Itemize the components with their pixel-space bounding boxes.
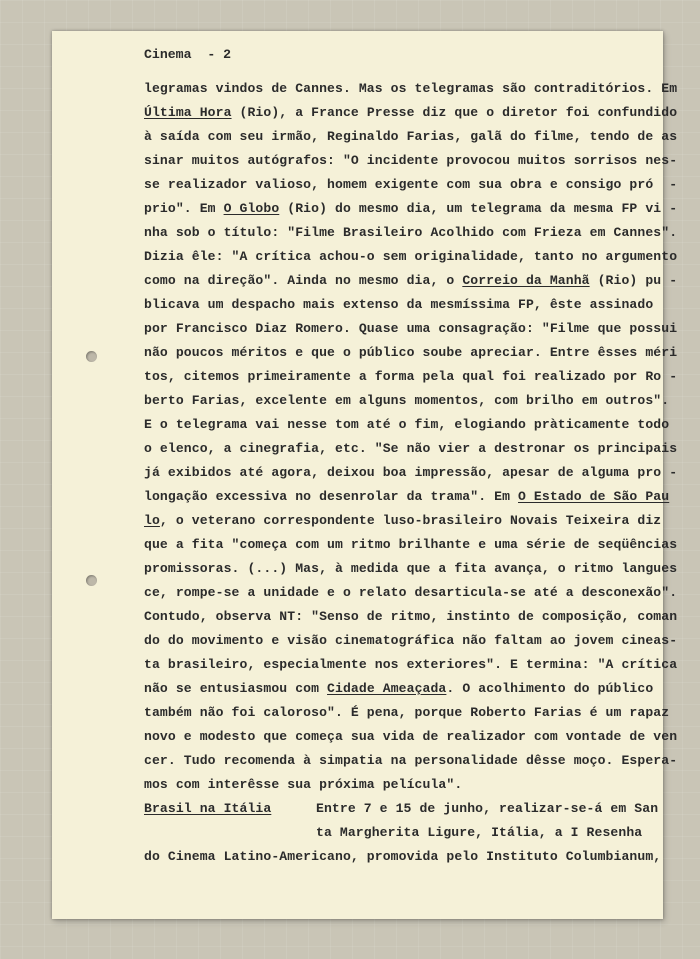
- text-line: [144, 557, 678, 581]
- text-segment: legramas vindos de Cannes. Mas os telegramas são contraditórios. Em: [144, 81, 678, 96]
- text-line: [144, 725, 678, 749]
- text-line: [144, 437, 678, 461]
- page-number: 2: [223, 47, 232, 62]
- text-line: [144, 173, 678, 197]
- text-line: [144, 125, 678, 149]
- underlined-title: Última Hora: [144, 105, 232, 120]
- text-line: [144, 269, 678, 293]
- text-line: [144, 341, 678, 365]
- text-line: [144, 629, 678, 653]
- text-line: [144, 701, 670, 725]
- text-segment: (Rio) pu -: [589, 273, 678, 288]
- text-line: [144, 773, 644, 797]
- text-line: [144, 197, 678, 221]
- text-segment: ce, rompe-se a unidade e o relato desarticula-se até a desconexão".: [144, 585, 678, 600]
- text-line: [144, 533, 678, 557]
- text-segment: (Rio), a France Presse diz que o diretor foi confundido: [231, 105, 678, 120]
- text-segment: blicava um despacho mais extenso da mesmíssima FP, êste assinado: [144, 297, 654, 312]
- text-line: [144, 221, 678, 245]
- text-line: [144, 749, 678, 773]
- section-brasil-na-italia: [144, 797, 662, 869]
- section-line: [144, 821, 644, 845]
- text-segment: berto Farias, excelente em alguns momentos, com brilho em outros".: [144, 393, 670, 408]
- section-title: Brasil na Itália: [144, 801, 272, 816]
- underlined-title: Cidade Ameaçada: [327, 681, 447, 696]
- text-segment: cer. Tudo recomenda à simpatia na personalidade dêsse moço. Espera-: [144, 753, 678, 768]
- text-segment: que a fita "começa com um ritmo brilhante e uma série de seqüências: [144, 537, 678, 552]
- text-segment: prio". Em: [144, 201, 224, 216]
- typed-text-body: [144, 77, 678, 869]
- text-segment: sinar muitos autógrafos: "O incidente provocou muitos sorrisos nes-: [144, 153, 678, 168]
- underlined-title: O Estado de São Pau: [518, 489, 670, 504]
- text-line: [144, 245, 678, 269]
- text-line: [144, 653, 678, 677]
- section-text: Entre 7 e 15 de junho, realizar-se-á em San: [316, 801, 659, 816]
- text-line: [144, 389, 670, 413]
- section-line: [144, 797, 659, 821]
- text-line: [144, 485, 670, 509]
- text-segment: tos, citemos primeiramente a forma pela qual foi realizado por Ro -: [144, 369, 678, 384]
- text-segment: já exibidos até agora, deixou boa impressão, apesar de alguma pro -: [144, 465, 678, 480]
- text-line: [144, 101, 678, 125]
- punch-hole: [86, 575, 97, 586]
- section-text: ta Margherita Ligure, Itália, a I Resenha: [316, 825, 643, 840]
- text-segment: por Francisco Diaz Romero. Quase uma consagração: "Filme que possui: [144, 321, 678, 336]
- text-line: [144, 605, 678, 629]
- text-line: [144, 293, 654, 317]
- text-line: [144, 149, 678, 173]
- underlined-title: O Globo: [223, 201, 280, 216]
- text-segment: não poucos méritos e que o público soube apreciar. Entre êsses méri: [144, 345, 678, 360]
- text-segment: Dizia êle: "A crítica achou-o sem originalidade, tanto no argumento: [144, 249, 678, 264]
- text-line: [144, 365, 678, 389]
- header-title: Cinema: [144, 47, 192, 62]
- page-header: [144, 47, 231, 62]
- text-line: [144, 677, 654, 701]
- text-segment: do do movimento e visão cinematográfica não faltam ao jovem cineas-: [144, 633, 678, 648]
- text-line: [144, 77, 678, 101]
- text-segment: novo e modesto que começa sua vida de realizador com vontade de ven: [144, 729, 678, 744]
- header-separator: -: [207, 47, 216, 62]
- section-line: [144, 845, 662, 869]
- text-segment: promissoras. (...) Mas, à medida que a fita avança, o ritmo langues: [144, 561, 678, 576]
- text-segment: como na direção". Ainda no mesmo dia, o: [144, 273, 463, 288]
- text-segment: nha sob o título: "Filme Brasileiro Acolhido com Frieza em Cannes".: [144, 225, 678, 240]
- text-segment: o elenco, a cinegrafia, etc. "Se não vier a destronar os principais: [144, 441, 678, 456]
- underlined-title: lo: [144, 513, 160, 528]
- text-segment: , o veterano correspondente luso-brasileiro Novais Teixeira diz: [159, 513, 662, 528]
- text-segment: também não foi caloroso". É pena, porque Roberto Farias é um rapaz: [144, 705, 670, 720]
- text-segment: . O acolhimento do público: [446, 681, 654, 696]
- punch-hole: [86, 351, 97, 362]
- text-segment: à saída com seu irmão, Reginaldo Farias, galã do filme, tendo de as: [144, 129, 678, 144]
- text-segment: se realizador valioso, homem exigente com sua obra e consigo pró -: [144, 177, 678, 192]
- text-segment: ta brasileiro, especialmente nos exteriores". E termina: "A crítica: [144, 657, 678, 672]
- text-segment: E o telegrama vai nesse tom até o fim, elogiando pràticamente todo: [144, 417, 670, 432]
- text-line: [144, 413, 670, 437]
- underlined-title: Correio da Manhã: [462, 273, 590, 288]
- text-line: [144, 317, 678, 341]
- text-line: [144, 461, 678, 485]
- text-segment: mos com interêsse sua próxima película".: [144, 777, 463, 792]
- text-line: [144, 509, 662, 533]
- text-segment: longação excessiva no desenrolar da trama". Em: [144, 489, 519, 504]
- text-segment: não se entusiasmou com: [144, 681, 328, 696]
- text-segment: (Rio) do mesmo dia, um telegrama da mesma FP vi -: [279, 201, 678, 216]
- text-line: [144, 581, 678, 605]
- section-text: do Cinema Latino-Americano, promovida pelo Instituto Columbianum,: [144, 849, 662, 864]
- text-segment: Contudo, observa NT: "Senso de ritmo, instinto de composição, coman: [144, 609, 678, 624]
